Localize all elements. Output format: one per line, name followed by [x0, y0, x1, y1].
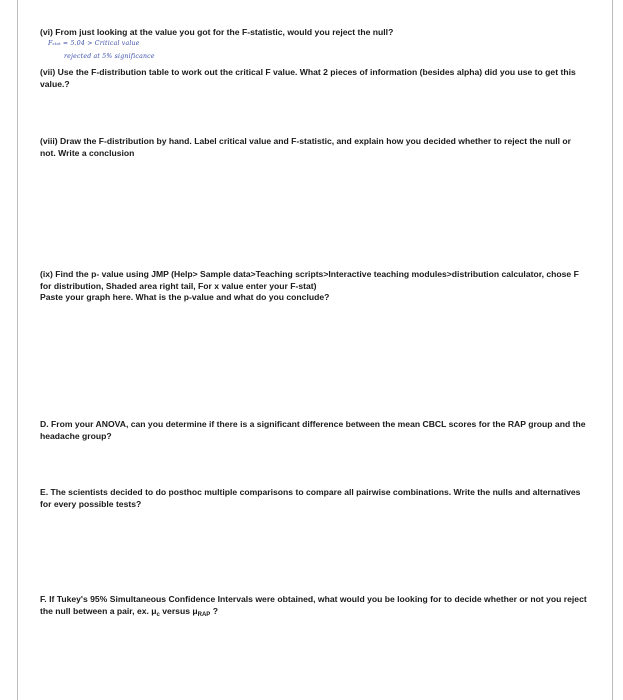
handwritten-note-fstat: Fₛₜₐₜ ≈ 5.04 > Critical value	[48, 40, 140, 47]
question-e-emph-nulls: nulls and alternatives	[492, 487, 581, 497]
question-e-text-b: pairwise combinations. Write the	[353, 487, 493, 497]
question-ix-line2: Paste your graph here. What is the p-value and what do you conclude?	[40, 292, 330, 303]
question-e-text-d: possible tests?	[76, 498, 142, 509]
question-viii: (viii) Draw the F-distribution by hand. Label critical value and F-statistic, and explain how you decided whether to reject the null or not. Write a conclusion	[40, 136, 571, 158]
question-f-sub-rap: RAP	[197, 611, 211, 618]
question-vi: (vi) From just looking at the value you got for the F-statistic, would you reject the null?	[40, 27, 394, 37]
question-f-text-c: ?	[210, 605, 218, 616]
question-e-emph-every: every	[53, 498, 77, 509]
question-f	[40, 594, 588, 621]
question-ix	[40, 269, 588, 304]
question-vii: (vii) Use the F-distribution table to work out the critical F value. What 2 pieces of information (besides alpha) did you use to get this value.?	[40, 67, 576, 89]
question-e-emph-all: all	[344, 487, 354, 497]
handwritten-note-rejected: rejected at 5% significance	[64, 53, 155, 60]
question-e-text-c: for	[40, 498, 54, 509]
question-e	[40, 487, 588, 510]
question-e-text-a: E. The scientists decided to do posthoc multiple comparisons to compare	[40, 487, 345, 497]
question-f-sub-c: c	[156, 611, 160, 618]
question-f-text-a: F. If Tukey's 95% Simultaneous Confidence Intervals were obtained, what would you be looking for to decide whether or not you reject the null between a pair, ex. μ	[40, 594, 587, 616]
question-f-text-b: versus μ	[159, 605, 198, 616]
question-d: D. From your ANOVA, can you determine if there is a significant difference between the mean CBCL scores for the RAP group and the headache group?	[40, 419, 586, 441]
document-page	[17, 0, 613, 700]
question-ix-line1: (ix) Find the p- value using JMP (Help> Sample data>Teaching scripts>Interactive teaching modules>distribution calculator, chose F for distribution, Shaded area right tail, For x value enter your F-stat)	[40, 269, 579, 291]
